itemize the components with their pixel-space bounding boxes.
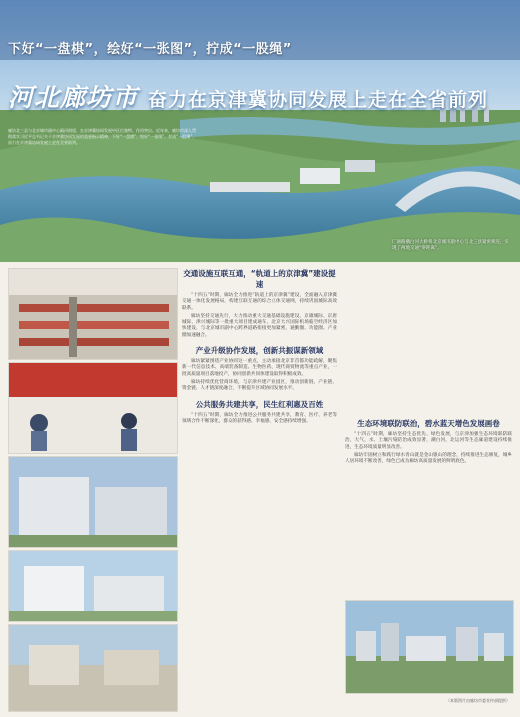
page-title-city: 河北廊坊市	[8, 83, 139, 112]
transport-paragraph: 廊坊坚持交通先行，大力推动重大交通基础设施建设，京雄城际、京唐城际、津兴城际等一批重大项目建成通车，北京大兴国际机场临空经济区加快建设，与北京城市副中心跨界道路衔接更加紧密，通勤圈、功能圈、产业圈加速融合。	[182, 313, 337, 338]
industry-paragraph: 廊坊持续优化营商环境，与京津共建产业园区，推动创新链、产业链、资金链、人才链深度融合，不断提升区域协同发展水平。	[182, 379, 337, 392]
photo-factory-interior	[8, 268, 178, 360]
right-text-column	[345, 268, 512, 467]
intro-paragraph: 廊坊北三县与北京城市副中心隔河相望，在京津冀协同发展中区位独特、作用突出。近年来，廊坊市深入贯彻落实习近平总书记关于京津冀协同发展的重要指示精神，下好“一盘棋”，绘好“一张图”，拧成“一股绳”，奋力在京津冀协同发展上走在全省前列。	[8, 128, 197, 145]
photo-office-buildings	[8, 456, 178, 548]
center-text-column	[182, 268, 337, 427]
page-title-rest: 奋力在京津冀协同发展上走在全省前列	[148, 89, 489, 111]
section-heading-public-services: 公共服务共建共享，民生红利惠及百姓	[195, 399, 324, 409]
photo-school-campus	[8, 624, 178, 712]
section-heading-ecology: 生态环境联防联治，碧水蓝天增色发展画卷	[357, 419, 500, 428]
headline: 下好“一盘棋”，绘好“一张图”，拧成“一股绳”	[8, 42, 292, 57]
hero-aerial-photo	[0, 0, 520, 262]
photo-city-skyline	[345, 600, 514, 694]
ecology-paragraph: “十四五”时期，廊坊坚持生态优先、绿色发展，与京津加强生态环境联防联治，大气、水、土壤污染防治成效显著，潮白河、北运河等生态廊道建设持续推进，生态环境质量明显改善。	[345, 432, 512, 450]
section-heading-transport: 交通设施互联互通，“轨道上的京津冀”建设提速	[183, 269, 336, 289]
photo-credit: （本版图片由廊坊市委宣传部提供）	[446, 698, 510, 703]
photo-service-hall	[8, 362, 178, 454]
public-services-paragraph: “十四五”时期，廊坊全力推进公共服务共建共享，教育、医疗、养老等领域合作不断深化，群众的获得感、幸福感、安全感持续增强。	[182, 412, 337, 424]
bridge-caption: 厂通路潮白河大桥将北京城市副中心与北三县紧密相连，实现了两地交通“零距离”。	[392, 240, 509, 251]
section-heading-industry: 产业升级协作发展，创新共振谋新领域	[195, 346, 324, 356]
ecology-paragraph: 廊坊牢固树立和践行绿水青山就是金山银山的理念，持续推进生态修复，城乡人居环境不断改善，绿色已成为廊坊高质量发展的鲜明底色。	[345, 452, 512, 465]
page-title	[8, 78, 513, 114]
transport-paragraph: “十四五”时期，廊坊全力推进“轨道上的京津冀”建设，全面融入京津冀交通一体化发展格局，构建互联互通的综合立体交通网，持续巩固城际高效联系。	[182, 293, 337, 311]
photo-hospital	[8, 550, 178, 622]
industry-paragraph: 廊坊紧紧围绕产业协同这一重点，主动承接北京非首都功能疏解，聚焦新一代信息技术、高端装备制造、生物医药、现代商贸物流等重点产业，一批高质量项目落地投产，协同创新共同体建设取得积极成效。	[182, 359, 337, 377]
